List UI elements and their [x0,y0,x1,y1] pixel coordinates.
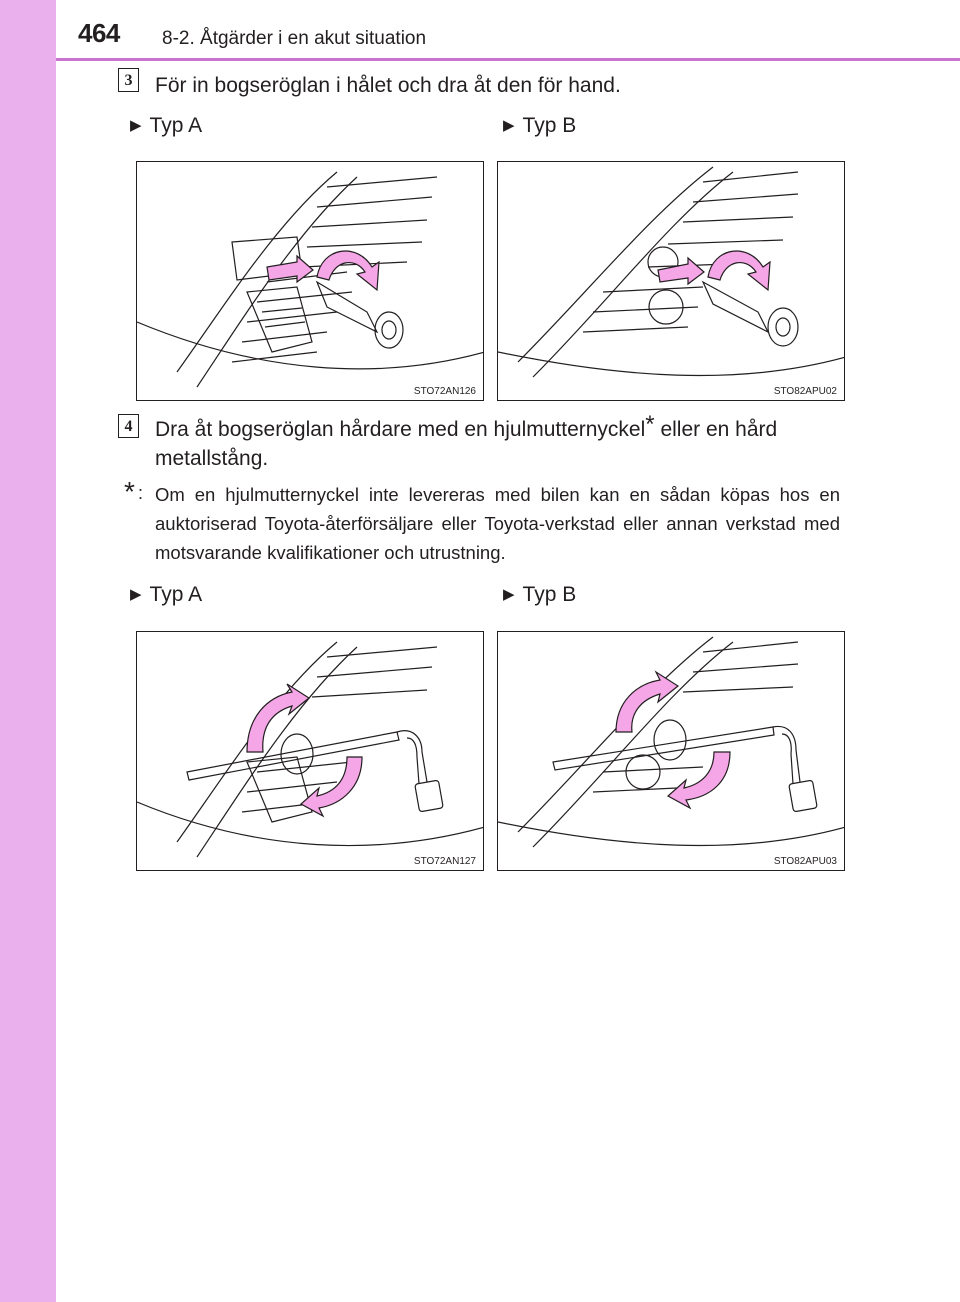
side-color-band [0,0,56,1302]
tow-eye-tighten-typ-a-illustration [137,632,484,871]
page-number: 464 [78,18,120,48]
step-3-badge: 3 [118,68,139,92]
tow-eye-insert-typ-b-illustration [498,162,845,401]
figure-step3-typ-a [136,161,484,401]
step-3-typ-a-label: ▶ Typ A [130,114,203,137]
step-4-text: Dra åt bogseröglan hårdare med en hjulmutternyckel* eller en hård metallstång. [155,411,778,470]
figure-code: STO82APU02 [773,386,837,397]
triangle-right-icon: ▶ [503,586,515,603]
footnote-separator: : [138,483,144,503]
triangle-right-icon: ▶ [130,586,142,603]
triangle-right-icon: ▶ [130,117,142,134]
footnote-mark: * [645,411,655,438]
step-3-typ-b-label: ▶ Typ B [503,114,577,137]
step-4-badge: 4 [118,414,139,438]
footnote-star: * [124,476,135,507]
figure-step4-typ-b [497,631,845,871]
footnote-text: Om en hjulmutternyckel inte levereras med bilen kan en sådan köpas hos en auktoriserad Toyota-återförsäljare eller Toyota-verkstad eller annan verkstad med motsvarande kvalifikationer och utrustning. [155,484,840,563]
figure-code: STO82APU03 [773,856,837,867]
step-4-typ-b-label: ▶ Typ B [503,583,577,606]
figure-code: STO72AN127 [413,856,476,867]
header-rule [56,58,960,61]
figure-step4-typ-a [136,631,484,871]
section-title: 8-2. Åtgärder i en akut situation [162,28,427,49]
step-3-text: För in bogseröglan i hålet och dra åt den för hand. [155,74,621,97]
step-4-typ-a-label: ▶ Typ A [130,583,203,606]
figure-code: STO72AN126 [413,386,476,397]
tow-eye-tighten-typ-b-illustration [498,632,845,871]
triangle-right-icon: ▶ [503,117,515,134]
tow-eye-insert-typ-a-illustration [137,162,484,401]
figure-step3-typ-b [497,161,845,401]
